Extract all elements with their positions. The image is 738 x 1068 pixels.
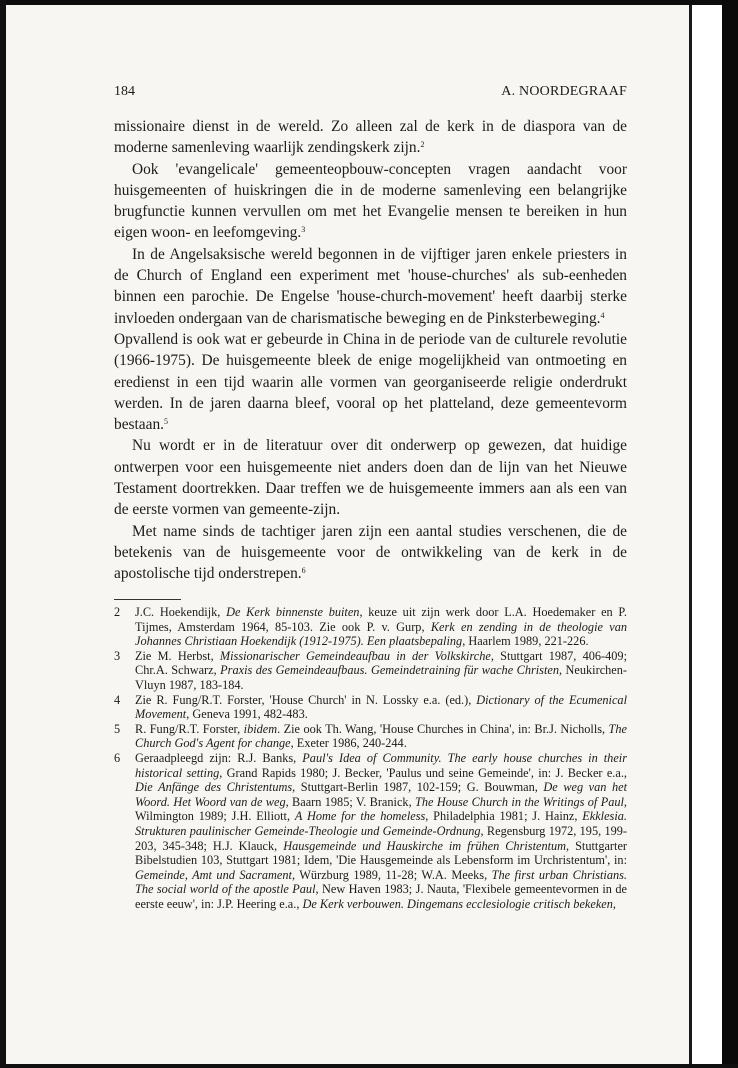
footnote-title: A Home for the homeless bbox=[294, 809, 426, 824]
paragraph: Opvallend is ook wat er gebeurde in China in de periode van de culturele revolutie (1966-1975). De huisgemeente bleek de enige mogelijkheid van ontmoeting en eredienst in een tijd waarin alle vormen van georganiseerde religie onderdrukt werden. In de jaren daarna bleef, vooral op het platteland, deze gemeentevorm bestaan.$^5$ bbox=[114, 330, 627, 434]
footnote-title: ibidem bbox=[243, 721, 278, 736]
footnote-title: Gemeinde, Amt und Sacrament bbox=[135, 867, 292, 882]
footnote bbox=[114, 649, 627, 693]
footnote-text: , Stuttgarter Bibelstudien 103, Stuttgart 1981; Idem, 'Die Hausgemeinde als Lebensform im Urchristentum', in: bbox=[135, 838, 627, 868]
footnote-number: 4 bbox=[114, 692, 121, 707]
footnote-ref[interactable]: 2 bbox=[420, 140, 425, 150]
scan-border-right bbox=[722, 0, 738, 1068]
footnote-text: , Wilmington 1989; J.H. Elliott, bbox=[135, 794, 627, 824]
footnote-number: 3 bbox=[114, 648, 121, 663]
footnote-ref[interactable]: 5 bbox=[164, 417, 168, 427]
footnote-title: Die Anfänge des Christentums bbox=[135, 780, 293, 795]
footnote-text: J.C. Hoekendijk, bbox=[135, 605, 227, 619]
footnote bbox=[114, 693, 627, 722]
footnote-separator bbox=[114, 599, 181, 600]
footnote-title: Paul's Idea of Community. The early house churches in their historical setting bbox=[135, 750, 627, 780]
footnote-title: Praxis des Gemeindeaufbaus. Gemeindetraining für wache Christen bbox=[220, 663, 559, 678]
footnote-text: , Stuttgart 1987, 406-409; Chr.A. Schwarz, bbox=[135, 648, 627, 678]
footnote-title: Hausgemeinde und Hauskirche im frühen Christentum bbox=[283, 838, 567, 853]
footnote-number: 5 bbox=[114, 721, 121, 736]
footnote-text: , Grand Rapids 1980; J. Becker, 'Paulus und seine Gemeinde', in: J. Becker e.a., bbox=[219, 765, 627, 780]
footnote-title: The first urban Christians. The social world of the apostle Paul bbox=[135, 867, 627, 897]
paragraph: missionaire dienst in de wereld. Zo alleen zal de kerk in de diaspora van de moderne samenleving waarlijk zendingskerk zijn.$^2$ bbox=[114, 118, 627, 157]
footnote-text: , Philadelphia 1981; J. Hainz, bbox=[425, 809, 583, 824]
footnote-text: R. Fung/R.T. Forster, bbox=[135, 721, 244, 736]
footnote-text: . Zie ook Th. Wang, 'House Churches in China', in: Br.J. Nicholls, bbox=[277, 721, 609, 736]
footnote-ref[interactable]: 3 bbox=[301, 225, 306, 235]
footnote-text: , bbox=[612, 896, 616, 911]
running-header bbox=[114, 84, 627, 104]
running-head-author: A. NOORDEGRAAF bbox=[501, 84, 627, 99]
footnote-ref[interactable]: 6 bbox=[301, 566, 306, 576]
scan-border-bottom bbox=[0, 1064, 738, 1068]
footnote-ref[interactable]: 4 bbox=[600, 310, 605, 320]
footnote-title: Kerk en zending in de theologie van Johannes Christiaan Hoekendijk (1912-1975). Een plaatsbepaling bbox=[135, 619, 627, 649]
footnote-text: Zie M. Herbst, bbox=[135, 648, 220, 663]
footnote-text: , keuze uit zijn werk door L.A. Hoedemaker en P. Tijmes, Amsterdam 1964, 85-103. Zie ook P. v. Gurp, bbox=[135, 605, 627, 634]
footnote-title: The Church God's Agent for change bbox=[135, 721, 627, 751]
footnote bbox=[114, 722, 627, 751]
footnote-title: De Kerk verbouwen. Dingemans ecclesiologie critisch bekeken bbox=[302, 896, 613, 911]
footnote-number: 6 bbox=[114, 750, 121, 765]
footnote-text: , Exeter 1986, 240-244. bbox=[290, 736, 407, 751]
footnote-text: , Haarlem 1989, 221-226. bbox=[462, 634, 589, 649]
footnote-text: , Baarn 1985; V. Branick, bbox=[285, 794, 416, 809]
paragraph: Met name sinds de tachtiger jaren zijn een aantal studies verschenen, die de betekenis van de huisgemeente voor de ontwikkeling van de kerk in de apostolische tijd onderstrepen.$^6$ bbox=[114, 522, 627, 583]
footnote-text: , Würzburg 1989, 11-28; W.A. Meeks, bbox=[291, 867, 492, 882]
footnote-text: , Regensburg 1972, 195, 199-203, 345-348; H.J. Klauck, bbox=[135, 823, 627, 853]
body-text bbox=[114, 116, 627, 585]
footnote-title: De Kerk binnenste buiten bbox=[226, 605, 360, 619]
scan-border-right-line bbox=[689, 5, 692, 1068]
footnote-title: The House Church in the Writings of Paul bbox=[415, 794, 624, 809]
footnote-number: 2 bbox=[114, 605, 121, 619]
footnote-text: Geraadpleegd zijn: R.J. Banks, bbox=[135, 750, 303, 765]
footnote-text: , Geneva 1991, 482-483. bbox=[186, 707, 308, 722]
footnote-title: Ekklesia. Strukturen paulinischer Gemeinde-Theologie und Gemeinde-Ordnung bbox=[135, 809, 627, 838]
footnote bbox=[114, 605, 627, 649]
footnote-title: Dictionary of the Ecumenical Movement bbox=[135, 692, 627, 722]
paragraph: Nu wordt er in de literatuur over dit onderwerp op gewezen, dat huidige ontwerpen voor een huisgemeente niet anders doen dan de lijn van het Nieuwe Testament doortrekken. Daar treffen we de huisgemeente immers aan als een van de eerste vormen van gemeente-zijn. bbox=[114, 437, 627, 519]
footnote-title: De weg van het Woord. Het Woord van de weg bbox=[135, 780, 628, 809]
footnotes bbox=[114, 605, 627, 911]
footnote-title: Missionarischer Gemeindeaufbau in der Volkskirche bbox=[219, 648, 491, 663]
footnote-text: , Stuttgart-Berlin 1987, 102-159; G. Bouwman, bbox=[292, 780, 544, 795]
footnote-text: , Neukirchen-Vluyn 1987, 183-184. bbox=[135, 663, 628, 692]
paragraph: Ook 'evangelicale' gemeenteopbouw-concepten vragen aandacht voor huisgemeenten of huiskringen die in de moderne samenleving een belangrijke brugfunctie kunnen vervullen om met het Evangelie mensen te bereiken in hun eigen woon- en leefomgeving.$^3$ bbox=[114, 160, 627, 242]
footnote-text: , New Haven 1983; J. Nauta, 'Flexibele gemeentevormen in de eerste eeuw', in: J.P. Heering e.a., bbox=[135, 882, 627, 911]
page-number: 184 bbox=[114, 84, 135, 99]
paragraph: In de Angelsaksische wereld begonnen in de vijftiger jaren enkele priesters in de Church of England een experiment met 'house-churches' als sub-eenheden binnen een parochie. De Engelse 'house-church-movement' heeft daarbij sterke invloeden ondergaan van de charismatische beweging en de Pinksterbeweging.$^4$ bbox=[114, 245, 627, 327]
footnote-text: Zie R. Fung/R.T. Forster, 'House Church' in N. Lossky e.a. (ed.), bbox=[135, 692, 477, 707]
footnote bbox=[114, 751, 627, 912]
